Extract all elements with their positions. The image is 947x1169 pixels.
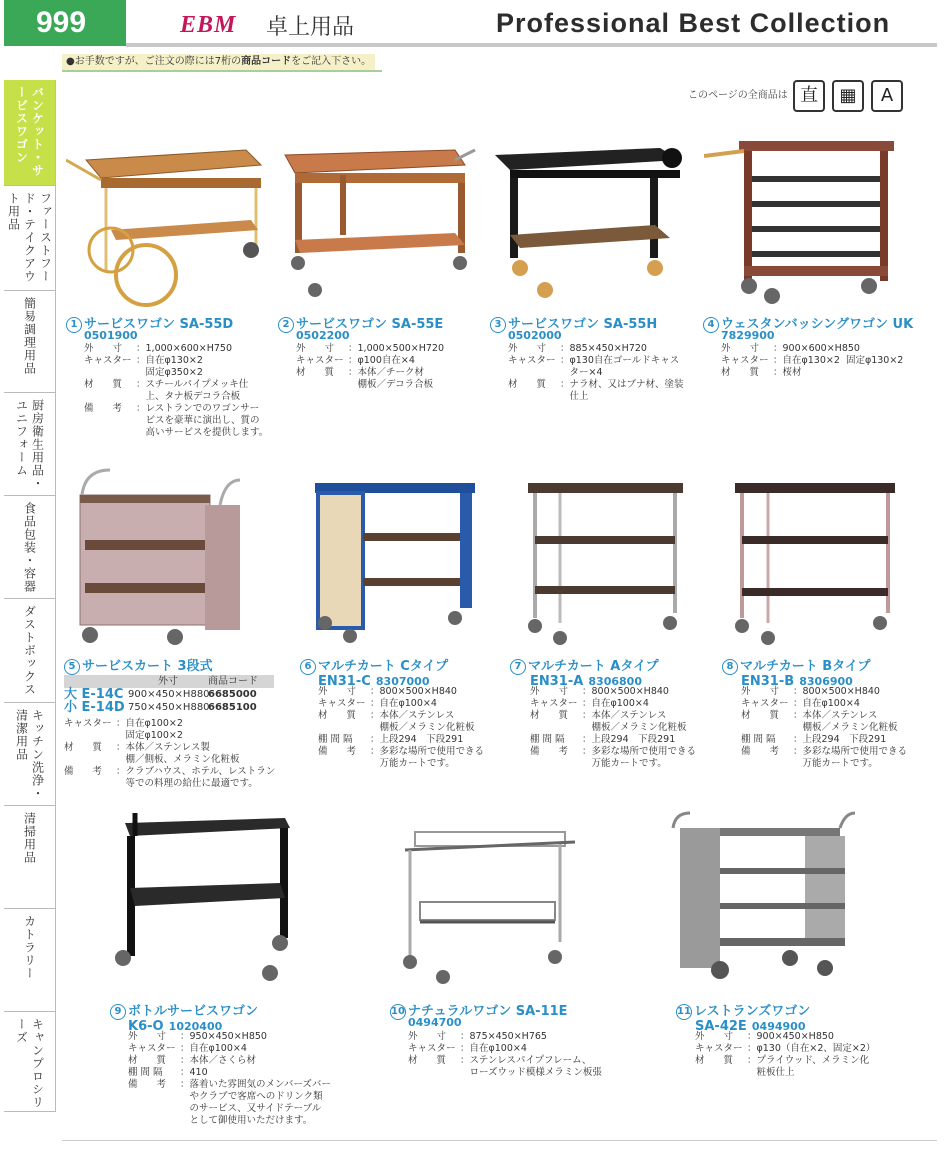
spec-key: 棚 間 隔: [530, 734, 565, 745]
size-table: [64, 675, 274, 714]
spec-row: [84, 427, 268, 439]
spec-row: [408, 1043, 602, 1055]
header-rule: [126, 43, 937, 47]
spec-row: [84, 379, 268, 391]
product-image-9: [105, 808, 305, 988]
spec-row: [741, 758, 907, 770]
product-image-7: [520, 478, 690, 648]
product-title-5: 5 サービスカート 3段式: [64, 655, 213, 675]
spec-key: 備 考: [128, 1079, 167, 1090]
spec-value: 万能カートです。: [370, 758, 455, 769]
product-specs-5: [64, 718, 275, 790]
spec-row: [84, 343, 268, 355]
spec-row: [296, 379, 444, 391]
spec-value: 棚板／デコラ合板: [348, 379, 434, 390]
spec-key: [408, 1067, 460, 1079]
product-title-7: 7 マルチカート Aタイプ: [510, 655, 659, 675]
footer-rule: [62, 1140, 937, 1141]
spec-value: ローズウッド模様メラミン板張: [460, 1067, 602, 1078]
spec-row: [128, 1115, 331, 1127]
spec-row: [84, 367, 268, 379]
spec-key: [128, 1091, 180, 1103]
nav-item-cleaning[interactable]: 清掃用品: [4, 806, 56, 909]
spec-value: ：800×500×H840: [370, 686, 457, 697]
spec-row: [128, 1079, 331, 1091]
spec-key: [64, 778, 116, 790]
spec-key: [128, 1115, 180, 1127]
spec-value: ：φ130自在ゴールドキャス: [560, 355, 680, 366]
collection-title: Professional Best Collection: [496, 8, 891, 38]
spec-value: ：本体／ステンレス製: [116, 742, 210, 753]
spec-row: [128, 1103, 331, 1115]
spec-value: ：800×500×H840: [793, 686, 880, 697]
product-code-1: 0501900: [84, 329, 138, 342]
spec-row: [64, 754, 275, 766]
spec-row: [508, 355, 684, 367]
spec-value: ：自在φ130×2: [136, 355, 203, 366]
product-model-8: EN31-B 8306900: [741, 674, 853, 689]
product-model-9: K6-O 1020400: [128, 1019, 223, 1034]
nav-item-food-packaging[interactable]: 食品包装・容器: [4, 496, 56, 599]
product-image-11: [665, 808, 865, 983]
spec-row: [721, 343, 903, 355]
spec-row: [128, 1091, 331, 1103]
product-image-2: [280, 145, 480, 305]
spec-key: 材 質: [408, 1055, 447, 1066]
product-title-10: 10 ナチュラルワゴン SA-11E: [391, 1004, 568, 1019]
product-specs-7: [530, 686, 696, 770]
category-title: 卓上用品: [266, 15, 355, 40]
spec-value: ター×4: [560, 367, 603, 378]
nav-item-kitchen-hygiene[interactable]: 厨房衛生用品・ユニフォーム: [4, 393, 56, 496]
spec-key: 備 考: [741, 746, 780, 757]
spec-row: [84, 415, 268, 427]
spec-row: [721, 355, 903, 367]
spec-value: 固定φ100×2: [116, 730, 183, 741]
spec-row: [508, 367, 684, 379]
spec-row: [64, 778, 275, 790]
spec-key: [508, 391, 560, 403]
spec-row: [318, 734, 484, 746]
spec-value: ：上段294 下段291: [370, 734, 464, 745]
spec-value: 等での料理の給仕に最適です。: [116, 778, 258, 789]
spec-value: ：多彩な場所で使用できる: [793, 746, 908, 757]
spec-value: 棚／側板、メラミン化粧板: [116, 754, 240, 765]
product-title-11: 11 レストランズワゴン: [677, 1004, 811, 1019]
spec-row: [64, 730, 275, 742]
product-specs-10: [408, 1031, 602, 1079]
spec-row: [508, 391, 684, 403]
spec-row: [408, 1055, 602, 1067]
page-number: 999: [4, 0, 126, 46]
spec-row: [741, 686, 907, 698]
spec-key: 材 質: [64, 742, 103, 753]
spec-key: 外 寸: [408, 1031, 447, 1042]
spec-value: ：プライウッド、メラミン化: [747, 1055, 870, 1066]
spec-key: 材 質: [296, 367, 335, 378]
spec-key: 外 寸: [530, 686, 569, 697]
spec-key: [84, 391, 136, 403]
spec-value: ：レストランでのワゴンサー: [136, 403, 260, 414]
spec-key: [530, 722, 582, 734]
spec-key: キャスター: [530, 698, 578, 709]
spec-key: [318, 722, 370, 734]
spec-value: ：900×450×H850: [747, 1031, 834, 1042]
spec-row: [721, 367, 903, 379]
size-row-large: 大 E-14C 900×450×H880 6685000: [64, 687, 257, 702]
spec-value: ：φ130（自在×2、固定×2）: [747, 1043, 876, 1054]
spec-key: 棚 間 隔: [741, 734, 776, 745]
spec-key: 材 質: [128, 1055, 167, 1066]
spec-value: ：1,000×600×H750: [136, 343, 233, 354]
spec-key: キャスター: [318, 698, 366, 709]
spec-key: 備 考: [64, 766, 103, 777]
product-image-1: [66, 140, 266, 310]
spec-value: ：875×450×H765: [460, 1031, 547, 1042]
spec-key: 備 考: [318, 746, 357, 757]
spec-value: ：多彩な場所で使用できる: [370, 746, 485, 757]
product-image-10: [395, 822, 580, 992]
spec-key: [318, 758, 370, 770]
spec-value: ：自在φ100×2: [116, 718, 183, 729]
spec-row: [741, 746, 907, 758]
spec-value: ：φ100自在×4: [348, 355, 415, 366]
product-code-3: 0502000: [508, 329, 562, 342]
nav-item-cutlery[interactable]: カトラリー: [4, 909, 56, 1012]
product-image-8: [730, 478, 900, 648]
spec-row: [695, 1067, 875, 1079]
spec-key: 外 寸: [318, 686, 357, 697]
spec-value: 棚板／メラミン化粧板: [582, 722, 687, 733]
spec-key: [64, 730, 116, 742]
spec-key: [530, 758, 582, 770]
spec-value: ：クラブハウス、ホテル、レストラン: [116, 766, 276, 777]
nav-item-banquet[interactable]: バンケット・サービスワゴン: [4, 80, 56, 186]
spec-value: ：本体／ステンレス: [582, 710, 667, 721]
spec-value: ：自在φ100×4: [180, 1043, 247, 1054]
spec-key: キャスター: [695, 1043, 743, 1054]
spec-row: [530, 686, 696, 698]
spec-row: [64, 718, 275, 730]
spec-row: [84, 403, 268, 415]
spec-key: 材 質: [741, 710, 780, 721]
spec-value: ：410: [180, 1067, 208, 1078]
spec-row: [741, 710, 907, 722]
spec-value: ：落着いた雰囲気のメンバーズバー: [180, 1079, 331, 1090]
spec-row: [695, 1043, 875, 1055]
spec-value: 万能カートです。: [582, 758, 667, 769]
spec-value: ：ステンレスパイプフレーム、: [460, 1055, 592, 1066]
spec-key: [296, 379, 348, 391]
spec-key: 材 質: [84, 379, 123, 390]
spec-key: 棚 間 隔: [318, 734, 353, 745]
spec-key: [695, 1067, 747, 1079]
spec-key: 外 寸: [296, 343, 335, 354]
spec-value: ：スチールパイプメッキ仕: [136, 379, 249, 390]
spec-key: キャスター: [84, 355, 132, 366]
spec-key: 材 質: [508, 379, 547, 390]
spec-value: ：自在φ100×4: [793, 698, 860, 709]
product-title-8: 8 マルチカート Bタイプ: [722, 655, 871, 675]
spec-value: ：900×600×H850: [773, 343, 860, 354]
spec-value: のサービス、又サイドテーブル: [180, 1103, 322, 1114]
spec-row: [84, 391, 268, 403]
product-title-2: 2 サービスワゴン SA-55E: [278, 313, 443, 333]
spec-row: [296, 367, 444, 379]
spec-value: やクラブで客席へのドリンク類: [180, 1091, 323, 1102]
spec-key: 外 寸: [695, 1031, 734, 1042]
spec-value: ：本体／さくら材: [180, 1055, 257, 1066]
spec-value: 固定φ350×2: [136, 367, 203, 378]
spec-key: 材 質: [721, 367, 760, 378]
spec-key: [741, 758, 793, 770]
spec-value: ：本体／ステンレス: [793, 710, 878, 721]
spec-row: [508, 379, 684, 391]
spec-value: 高いサービスを提供します。: [136, 427, 269, 438]
spec-key: 外 寸: [84, 343, 123, 354]
spec-key: キャスター: [296, 355, 344, 366]
spec-key: [508, 367, 560, 379]
spec-row: [128, 1055, 331, 1067]
spec-value: ：多彩な場所で使用できる: [582, 746, 697, 757]
product-code-10: 0494700: [408, 1016, 462, 1029]
product-code-4: 7829900: [721, 329, 775, 342]
spec-value: 粧板仕上: [747, 1067, 795, 1078]
spec-key: 備 考: [530, 746, 569, 757]
nav-item-campro[interactable]: キャンプロシリーズ: [4, 1012, 56, 1112]
nav-item-kitchen-cleaning[interactable]: キッチン洗浄・清潔用品: [4, 703, 56, 806]
spec-row: [695, 1031, 875, 1043]
spec-row: [64, 742, 275, 754]
spec-value: ：本体／ステンレス: [370, 710, 455, 721]
spec-key: キャスター: [721, 355, 769, 366]
spec-key: キャスター: [741, 698, 789, 709]
spec-key: 材 質: [695, 1055, 734, 1066]
spec-row: [408, 1067, 602, 1079]
product-specs-9: [128, 1031, 331, 1127]
spec-row: [318, 698, 484, 710]
spec-value: ：桜材: [773, 367, 802, 378]
spec-row: [128, 1067, 331, 1079]
spec-value: ：1,000×500×H720: [348, 343, 445, 354]
spec-key: [64, 754, 116, 766]
spec-row: [318, 722, 484, 734]
nav-item-fastfood[interactable]: ファーストフード・テイクアウト用品: [4, 186, 56, 291]
spec-value: 棚板／メラミン化粧板: [370, 722, 475, 733]
spec-row: [530, 722, 696, 734]
product-specs-2: [296, 343, 444, 391]
spec-key: [84, 427, 136, 439]
product-model-6: EN31-C 8307000: [318, 674, 430, 689]
product-title-4: 4 ウェスタンバッシングワゴン UK: [703, 313, 913, 333]
page-items-label: このページの全商品は: [688, 90, 788, 101]
spec-row: [128, 1043, 331, 1055]
spec-row: [296, 343, 444, 355]
product-specs-8: [741, 686, 907, 770]
spec-value: ：本体／チーク材: [348, 367, 425, 378]
spec-row: [318, 710, 484, 722]
brand-logo: EBM: [180, 12, 237, 38]
spec-row: [530, 734, 696, 746]
spec-key: 外 寸: [721, 343, 760, 354]
product-model-11: SA-42E 0494900: [695, 1019, 806, 1034]
spec-value: 万能カートです。: [793, 758, 878, 769]
spec-value: 仕上: [560, 391, 589, 402]
product-specs-11: [695, 1031, 875, 1079]
spec-key: キャスター: [508, 355, 556, 366]
spec-row: [318, 758, 484, 770]
spec-value: ：800×500×H840: [582, 686, 669, 697]
nav-item-simple-cooking[interactable]: 簡易調理用品: [4, 291, 56, 393]
product-title-3: 3 サービスワゴン SA-55H: [490, 313, 657, 333]
side-nav: [4, 80, 59, 1112]
phone-order-icon: ▦: [832, 80, 864, 112]
product-specs-3: [508, 343, 684, 403]
product-image-6: [310, 478, 480, 648]
spec-row: [530, 746, 696, 758]
spec-key: キャスター: [128, 1043, 176, 1054]
spec-row: [530, 698, 696, 710]
spec-row: [296, 355, 444, 367]
spec-value: 棚板／メラミン化粧板: [793, 722, 898, 733]
spec-key: [84, 415, 136, 427]
spec-key: 外 寸: [128, 1031, 167, 1042]
spec-key: 棚 間 隔: [128, 1067, 163, 1078]
notice-rule: [62, 70, 382, 72]
spec-row: [408, 1031, 602, 1043]
spec-key: [741, 722, 793, 734]
spec-value: 上、タナ板デコラ合板: [136, 391, 241, 402]
size-table-header: 外寸 商品コード: [64, 675, 274, 688]
spec-value: ：自在φ100×4: [582, 698, 649, 709]
spec-row: [695, 1055, 875, 1067]
product-model-7: EN31-A 8306800: [530, 674, 642, 689]
product-code-2: 0502200: [296, 329, 350, 342]
spec-value: ：950×450×H850: [180, 1031, 267, 1042]
spec-row: [508, 343, 684, 355]
spec-key: キャスター: [64, 718, 112, 729]
spec-key: [84, 367, 136, 379]
spec-row: [318, 686, 484, 698]
size-row-small: 小 E-14D 750×450×H880 6685100: [64, 700, 257, 715]
spec-row: [741, 698, 907, 710]
spec-row: [84, 355, 268, 367]
spec-row: [741, 722, 907, 734]
spec-row: [318, 746, 484, 758]
spec-value: ：885×450×H720: [560, 343, 647, 354]
spec-key: キャスター: [408, 1043, 456, 1054]
product-specs-6: [318, 686, 484, 770]
product-title-1: 1 サービスワゴン SA-55D: [66, 313, 233, 333]
product-image-5: [70, 465, 250, 650]
spec-key: 外 寸: [741, 686, 780, 697]
direct-ship-icon: 直: [793, 80, 825, 112]
spec-value: ：ナラ材、又はブナ材、塗装: [560, 379, 684, 390]
spec-key: [128, 1103, 180, 1115]
product-specs-4: [721, 343, 903, 379]
spec-value: として御使用いただけます。: [180, 1115, 313, 1126]
order-notice: ●お手数ですが、ご注文の際には7桁の商品コードをご記入下さい。: [62, 54, 375, 70]
product-image-4: [704, 136, 899, 306]
spec-value: ビスを豪華に演出し、質の: [136, 415, 260, 426]
delivery-truck-icon: A: [871, 80, 903, 112]
spec-value: ：上段294 下段291: [793, 734, 887, 745]
spec-value: ：自在φ100×4: [460, 1043, 527, 1054]
spec-key: 外 寸: [508, 343, 547, 354]
spec-row: [64, 766, 275, 778]
spec-value: ：自在φ130×2 固定φ130×2: [773, 355, 904, 366]
spec-key: 材 質: [530, 710, 569, 721]
product-specs-1: [84, 343, 268, 439]
spec-row: [128, 1031, 331, 1043]
product-title-6: 6 マルチカート Cタイプ: [300, 655, 448, 675]
spec-row: [530, 710, 696, 722]
spec-value: ：自在φ100×4: [370, 698, 437, 709]
spec-key: 備 考: [84, 403, 123, 414]
product-title-9: 9 ボトルサービスワゴン: [110, 1000, 258, 1020]
spec-value: ：上段294 下段291: [582, 734, 676, 745]
spec-row: [741, 734, 907, 746]
product-image-3: [490, 140, 690, 305]
nav-item-dustbox[interactable]: ダストボックス: [4, 599, 56, 703]
spec-row: [530, 758, 696, 770]
spec-key: 材 質: [318, 710, 357, 721]
